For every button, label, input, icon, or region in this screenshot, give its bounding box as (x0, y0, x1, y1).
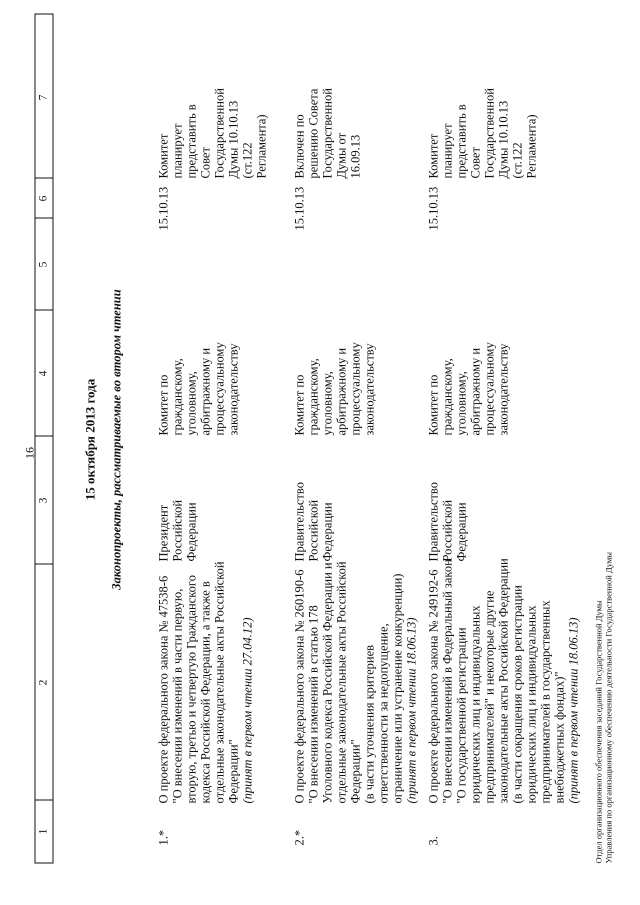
remark-line: Думы 10.10.13 (226, 100, 240, 178)
footer-line: Управления по организационному обеспечению деятельности Государственной Думы (603, 551, 613, 863)
description-line: Федерации" (226, 738, 240, 803)
committee-line: процессуальному (212, 341, 226, 435)
first-reading-note: (принят в первом чтении 18.06.13) (566, 616, 580, 803)
initiator-line: Президент (156, 504, 170, 561)
committee-line: уголовному, (320, 370, 334, 435)
committee-line: уголовному, (184, 370, 198, 435)
remark-line: Комитет планирует (156, 122, 184, 178)
committee-line: процессуальному (348, 341, 362, 435)
column-number-header (34, 13, 53, 863)
description-line: отдельные законодательные акты Российской (212, 560, 226, 803)
entry-number: 3. (426, 835, 440, 845)
remark (292, 88, 362, 178)
remark-line: Включен по (292, 113, 306, 178)
remark-line: Государственной (212, 87, 226, 178)
remark-line: Государственной (482, 87, 496, 178)
initiator-line: Правительство (426, 481, 440, 561)
committee-line: арбитражному и (198, 347, 212, 435)
consideration-date: 15.10.13 (426, 186, 440, 230)
committee (292, 342, 376, 435)
committee-line: гражданскому, (440, 357, 454, 435)
description-line: (в части сокращения сроков регистрации (510, 584, 524, 803)
remark-line: решению Совета (306, 88, 320, 178)
description-line: "О внесении изменений в части первую, (170, 588, 184, 803)
column-number-6: 6 (35, 177, 52, 218)
remark (426, 88, 538, 178)
committee-line: процессуальному (482, 341, 496, 435)
first-reading-note: (принят в первом чтении 27.04.12) (240, 616, 254, 803)
description-line: кодекса Российской Федерации, а также в (198, 580, 212, 803)
remark-line: Думы от 16.09.13 (334, 132, 362, 178)
committee-line: уголовному, (454, 370, 468, 435)
initiator (292, 482, 334, 561)
footer (593, 552, 613, 863)
column-number-5: 5 (35, 217, 52, 310)
committee-line: законодательству (496, 342, 510, 435)
initiator-line: Российской (170, 499, 184, 561)
description-line: Уголовного кодекса Российской Федерации и (320, 561, 334, 803)
description-line: Федерации" (348, 738, 362, 803)
date-heading: 15 октября 2013 года (82, 378, 97, 500)
description-line: юридических лиц и индивидуальных (524, 604, 538, 803)
committee-line: Комитет по (156, 374, 170, 435)
description-line: юридических лиц и индивидуальных (468, 604, 482, 803)
remark-line: Комитет планирует (426, 122, 454, 178)
description-line: внебюджетных фондах)" (552, 671, 566, 803)
column-number-2: 2 (35, 563, 52, 800)
committee-line: арбитражному и (334, 347, 348, 435)
committee (156, 342, 240, 435)
initiator-line: Федерации (454, 501, 468, 561)
remark-line: представить в Совет (454, 103, 482, 178)
initiator (426, 482, 468, 561)
remark (156, 88, 268, 178)
description-line: "О государственной регистрации (454, 626, 468, 803)
description-line: вторую, третью и четвертую Гражданского (184, 574, 198, 803)
remark-line: (ст.122 Регламента) (240, 113, 268, 178)
column-number-7: 7 (37, 94, 49, 100)
initiator-line: Российской (306, 499, 320, 561)
committee (426, 342, 510, 435)
initiator-line: Правительство (292, 481, 306, 561)
description-line: О проекте федерального закона № 260190-6 (292, 569, 306, 803)
committee-line: арбитражному и (468, 347, 482, 435)
remark-line: представить в Совет (184, 103, 212, 178)
committee-line: Комитет по (426, 374, 440, 435)
committee-line: Комитет по (292, 374, 306, 435)
column-number-4: 4 (35, 309, 52, 436)
description-line: законодательные акты Российской Федерации (496, 557, 510, 803)
initiator-line: Федерации (320, 501, 334, 561)
description-line: ограничение или устранение конкуренции) (390, 573, 404, 803)
description-line: отдельные законодательные акты Российской (334, 560, 348, 803)
description-line: (в части уточнения критериев (362, 644, 376, 803)
remark-line: (ст.122 Регламента) (510, 113, 538, 178)
consideration-date: 15.10.13 (156, 186, 170, 230)
initiator (156, 499, 198, 561)
committee-line: законодательству (362, 342, 376, 435)
column-number-1: 1 (35, 799, 52, 862)
page-number: 16 (22, 446, 36, 459)
description-line: О проекте федерального закона № 47538-6 (156, 575, 170, 803)
description-line: "О внесении изменений в Федеральный закон (440, 558, 454, 803)
section-title: Законопроекты, рассматриваемые во втором чтении (109, 288, 123, 590)
initiator-line: Федерации (184, 501, 198, 561)
description-line: О проекте федерального закона № 249192-6 (426, 569, 440, 803)
committee-line: гражданскому, (170, 357, 184, 435)
entry-number: 1.* (156, 829, 170, 845)
committee-line: гражданскому, (306, 357, 320, 435)
remark-line: Государственной (320, 87, 334, 178)
committee-line: законодательству (226, 342, 240, 435)
initiator-line: Российской (440, 499, 454, 561)
description-line: ответственности за недопущение, (376, 622, 390, 803)
description-line: "О внесении изменений в статью 178 (306, 604, 320, 803)
footer-line: Отдел организационного обеспечения заседаний Государственной Думы (593, 599, 603, 863)
description-line: предпринимателей" и некоторые другие (482, 590, 496, 803)
consideration-date: 15.10.13 (292, 186, 306, 230)
first-reading-note: (принят в первом чтении 18.06.13) (404, 616, 418, 803)
column-number-3: 3 (35, 435, 52, 564)
description-line: предпринимателей в государственных (538, 599, 552, 803)
entry-number: 2.* (292, 829, 306, 845)
remark-line: Думы 10.10.13 (496, 100, 510, 178)
